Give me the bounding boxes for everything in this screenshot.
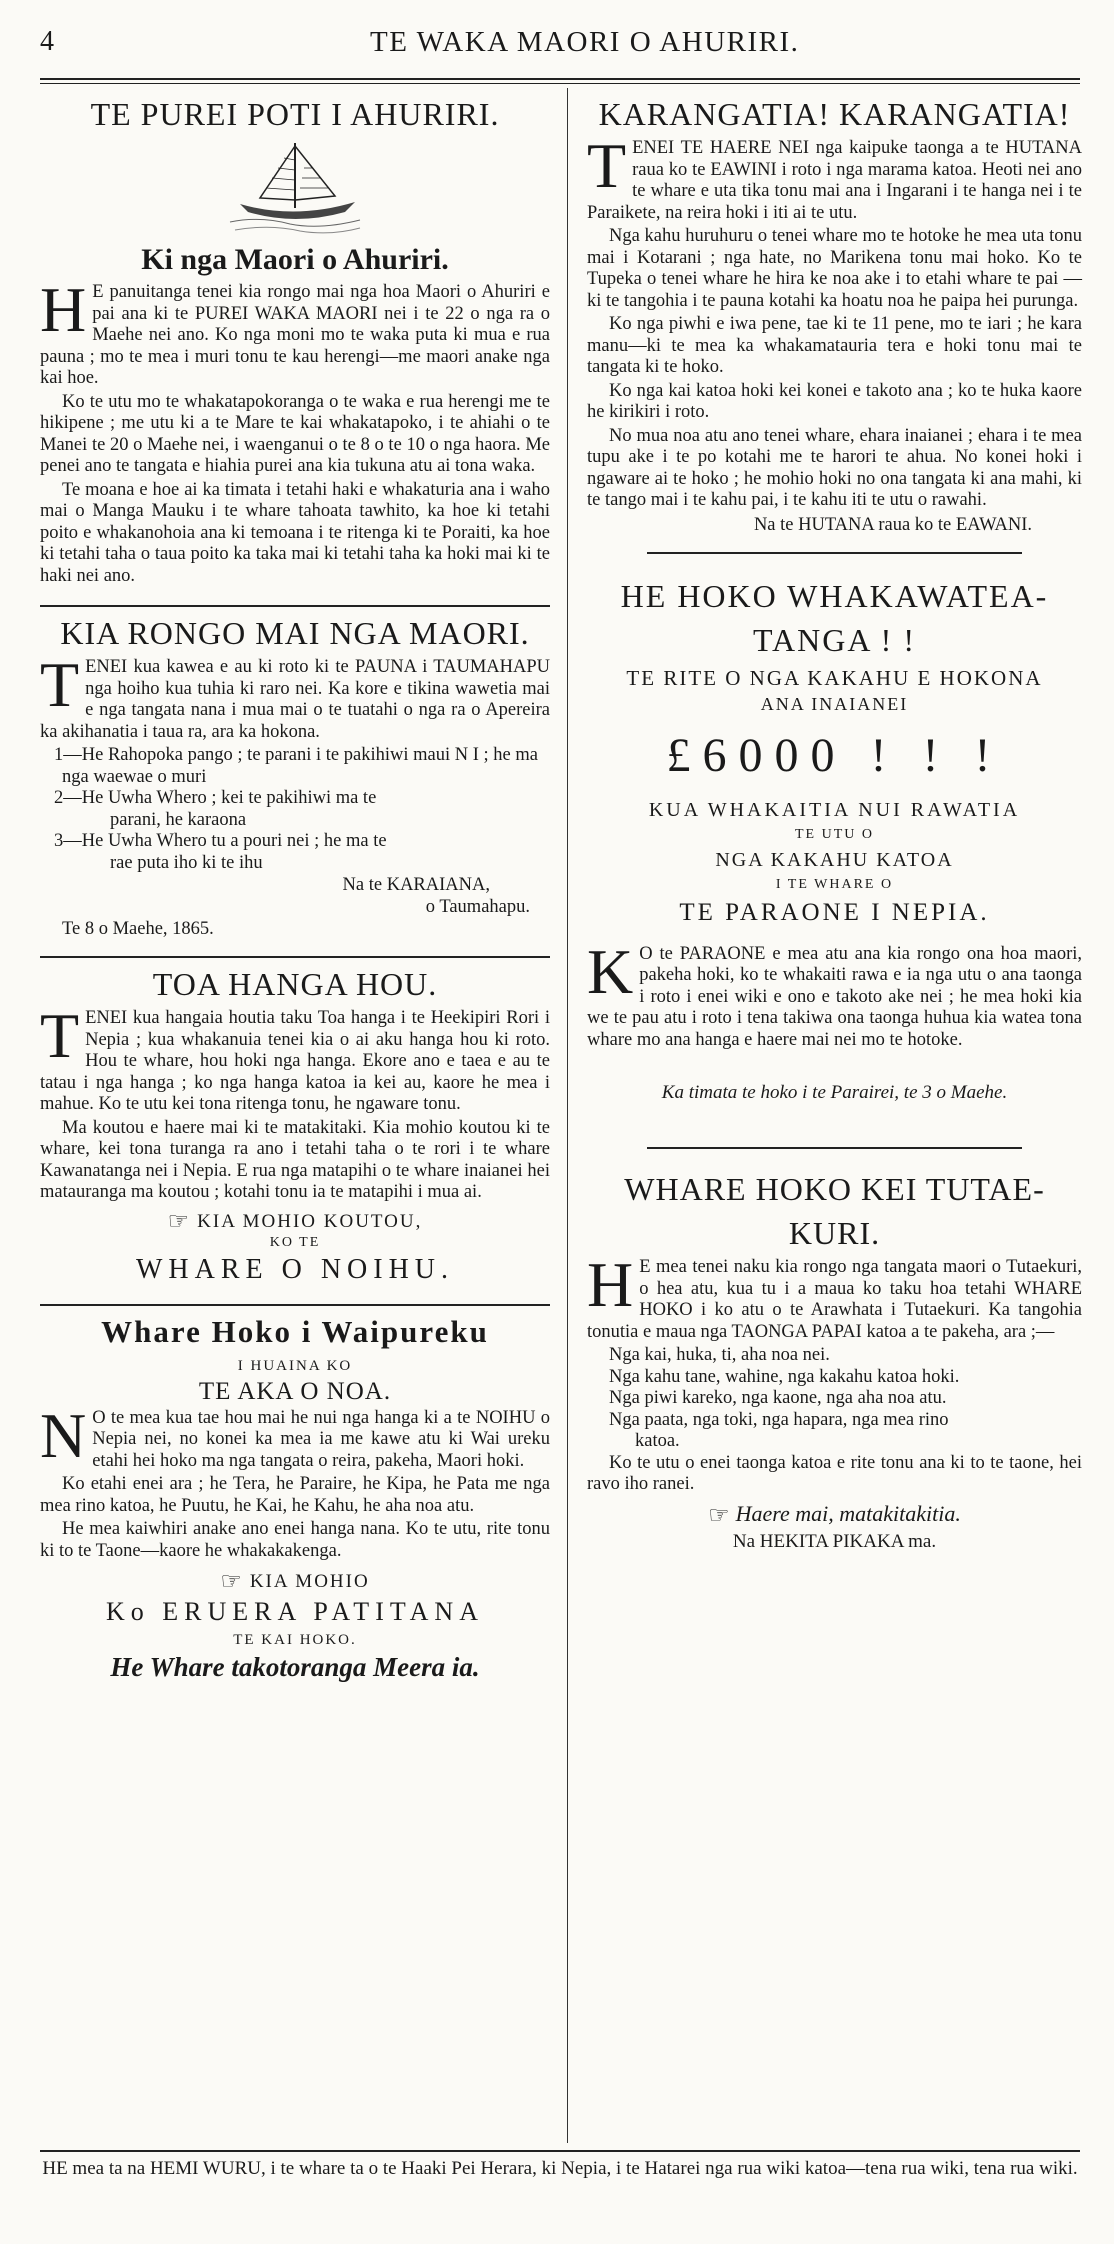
paragraph: Ma koutou e haere mai ki te matakitaki. Kia mohio koutou ki te whare, kei tona turanga ra ano i tetahi taha o te rori i te whare Kawanatanga nei i Nepia. E rua nga matapihi o te whare inaianei hei matauranga ma koutou ; kotahi tonu ia te matapihi i mua ai. (40, 1117, 550, 1202)
list-item (40, 831, 550, 874)
article-horses-notice (40, 609, 550, 948)
signature-name: Na HEKITA PIKAKA ma. (732, 1530, 937, 1552)
signature-name: Na te HUTANA raua ko te EAWANI. (753, 514, 1032, 535)
notice-line: ☞ KIA MOHIO (220, 1569, 370, 1595)
notice-line: ANA INAIANEI (760, 693, 909, 714)
notice-date: Te 8 o Maehe, 1865. (62, 919, 214, 939)
article-waipureku-store (40, 1308, 550, 1693)
page-header (40, 22, 1080, 62)
article-title: KARANGATIA! KARANGATIA! (598, 96, 1071, 132)
article-separator (40, 605, 550, 607)
notice-line: I TE WHARE O (775, 876, 894, 892)
article-title: Whare Hoko i Waipureku (101, 1313, 489, 1349)
article-title-cont: TANGA ! ! (753, 621, 916, 658)
article-boat-race (40, 90, 550, 597)
list-item: Nga kai, huka, ti, aha noa nei. (609, 1345, 830, 1365)
store-name: WHARE O NOIHU. (135, 1253, 455, 1285)
list-item: 1—He Rahopoka pango ; te parani i te pakihiwi maui N I ; he ma nga waewae o muri (54, 745, 538, 787)
pointing-hand-icon: ☞ (708, 1502, 730, 1529)
paragraph: Ko nga kai katoa hoki kei konei e takoto ana ; ko te huka kaore he kirikiri i roto. (587, 380, 1082, 422)
notice-line: KUA WHAKAITIA NUI RAWATIA (648, 798, 1021, 821)
paragraph: HE mea tenei naku kia rongo nga tangata maori o Tutaekuri, o hea atu, kua tu i a maua ko taku hoa tetahi WHARE HOKO i ko atu o te Arawhata i Tutaekuri. Ka tangohia tonutia e maua nga TAONGA PAPAI katoa a te pakeha, ara ;— (587, 1249, 1082, 1342)
list-item-continuation: katoa. (635, 1431, 680, 1451)
notice-line: NGA KAKAHU KATOA (715, 848, 954, 871)
right-column (587, 90, 1082, 1562)
article-new-store (40, 960, 550, 1296)
store-name: TE AKA O NOA. (198, 1377, 392, 1405)
paragraph: Te moana e hoe ai ka timata i tetahi haki e whakaturia ana i waho mai o Manga Mauku i te whare tahoata tawhito, ka hoe ki tetahi poito e whakanohoia ana ki temoana i te ritenga ki te Poraiti, ka hoe ki tetahi taha o taua poito ka taka mai ki tetahi taha ka hoki mai ki te haki nei ano. (40, 479, 550, 586)
paragraph: HE panuitanga tenei kia rongo mai nga hoa Maori o Ahuriri e pai ana ki te PUREI WAKA MAORI nei i te 22 o nga ra o Maehe nei ano. Ko nga moni mo te waka puta ki mua e rua pauna ; mo te mea i muri tonu te kau herengi—me maori anake nga kai hoe. (40, 274, 550, 388)
notice-line: ☞ KIA MOHIO KOUTOU, (167, 1208, 423, 1235)
paragraph: TENEI TE HAERE NEI nga kaipuke taonga a te HUTANA raua ko te EAWINI i roto i nga marama katoa. Heoti nei ano te whare e uta tika tonu mai ana i Ingarani i te hanga nei i te Paraikete, na reira hoki i iti ai te utu. (587, 130, 1082, 223)
header-rule (40, 78, 1080, 80)
list-item: Nga piwi kareko, nga kaone, nga aha noa atu. (609, 1388, 947, 1408)
paragraph: NO te mea kua tae hou mai he nui nga hanga ki a te NOIHU o Nepia nei, no konei ka mea ia me kawe atu ki Wai ureku etahi hei hoko ma nga tangata o reira, pakeha, Maori hoki. (40, 1399, 550, 1471)
paragraph: Ko etahi enei ara ; he Tera, he Paraire, he Kipa, he Pata me nga mea rino katoa, he Puutu, he Kai, he Kahu, he aha noa atu. (40, 1474, 550, 1516)
paragraph: Nga kahu huruhuru o tenei whare mo te hotoke he mea uta tonu mai i Kotarani ; nga hate, no Marikena tonu mai hoko. Ko te Tupeka o tenei whare he hira ke noa ake i to etahi whare te pai —ki te tangohia i te pauna kotahi ka hoatu noa he paipa hei purunga. (587, 226, 1082, 311)
article-karangatia (587, 90, 1082, 544)
sale-date-note: Ka timata te hoko i te Parairei, te 3 o Maehe. (661, 1082, 1008, 1103)
article-separator (647, 1147, 1022, 1149)
list-item-continuation: rae puta iho ki te ihu (110, 852, 263, 873)
article-tutaekuri-store (587, 1151, 1082, 1562)
list-item (40, 788, 550, 831)
article-title: TOA HANGA HOU. (152, 966, 438, 1002)
store-name: TE PARAONE I NEPIA. (679, 898, 990, 926)
article-title: HE HOKO WHAKAWATEA- (620, 577, 1049, 614)
notice-line: ☞ Haere mai, matakitakitia. (708, 1500, 961, 1529)
paragraph: TENEI kua kawea e au ki roto ki te PAUNA i TAUMAHAPU nga hoiho kua tuhia ki raro nei. Ka kore e tikina wawetia mai e nga tangata nana i mua mai o te tuatahi o nga ra o Apereira ka akihanatia i taua ra, ara ka hokona. (40, 649, 550, 742)
list-item: Nga paata, nga toki, nga hapara, nga mea rino (609, 1409, 949, 1430)
owner-name: Ko ERUERA PATITANA (106, 1597, 484, 1626)
article-title: TE PUREI POTI I AHURIRI. (90, 96, 500, 132)
printer-imprint: HE mea ta na HEMI WURU, i te whare ta o te Haaki Pei Herara, ki Nepia, i te Hatarei nga rua wiki katoa—tena rua wiki, tena rua wiki. (40, 2150, 1080, 2180)
sailing-canoe-icon (220, 138, 370, 238)
paragraph: Ko te utu mo te whakatapokoranga o te waka e rua herengi me te hikipene ; me utu ki a te Mare te kai whakatapoko, i te ahiahi o te Manei te 20 o Maehe nei, i waenganui o te 8 o te 10 o nga haora. Me penei ano te tangata e hiahia purei ana kia tukuna atu ai tona waka. (40, 391, 550, 476)
page-number: 4 (40, 26, 54, 57)
notice-line: TE UTU O (795, 826, 874, 842)
article-title: WHARE HOKO KEI TUTAE- (624, 1171, 1045, 1207)
signature-place: o Taumahapu. (425, 897, 530, 917)
paragraph: TENEI kua hangaia houtia taku Toa hanga i te Heekipiri Rori i Nepia ; kua whakanuia tenei kia o ai aku hanga hou ki roto. Hou te whare, hou hoki nga hanga. Ekore ano e taea e au te tatau i nga hanga ; ko nga hanga katoa ia kei au, kaore he mea i mahue. Ko te utu kei tona ritenga tonu, he ngaware tonu. (40, 1000, 550, 1114)
article-title: KIA RONGO MAI NGA MAORI. (60, 615, 530, 651)
notice-line: I HUAINA KO (237, 1357, 353, 1374)
notice-line: KO TE (269, 1234, 321, 1250)
article-title-cont: KURI. (788, 1215, 881, 1251)
list-item-text: 2—He Uwha Whero ; kei te pakihiwi ma te (54, 788, 377, 808)
pointing-hand-icon: ☞ (167, 1208, 192, 1235)
masthead-title: TE WAKA MAORI O AHURIRI. (370, 26, 800, 58)
list-item-text: 3—He Uwha Whero tu a pouri nei ; he ma te (54, 831, 387, 851)
paragraph: No mua noa atu ano tenei whare, ehara inaianei ; ehara i te mea tupu ake i te po kotahi me te harori te ahua. No konei hoki i ngaware ai te hoko ; he mohio hoki no ona tangata ki ana mahi, ki te tango mai i te kahu pai, i te kahu iti te utu o rawahi. (587, 425, 1082, 510)
article-separator (40, 1304, 550, 1306)
list-item: Nga kahu tane, wahine, nga kakahu katoa hoki. (609, 1366, 960, 1387)
paragraph: Ko nga piwhi e iwa pene, tae ki te 11 pene, mo te iari ; he kara manu—ki te mea ka whakamatauria tera e hoki tonu mai te tangata ki te hoko. (587, 314, 1082, 377)
list-item-continuation: parani, he karaona (110, 809, 247, 830)
tagline: He Whare takotoranga Meera ia. (110, 1652, 480, 1682)
article-clearance-sale (587, 556, 1082, 1114)
article-subtitle: Ki nga Maori o Ahuriri. (141, 243, 449, 276)
column-divider (567, 88, 568, 2143)
paragraph: KO te PARAONE e mea atu ana kia rongo ona hoa maori, pakeha hoki, ko te whakaiti rawa e ia nga utu o ana taonga i roto i enei wiki e ono e takoto ake nei ; he mea hoki kia we te pau atu i roto i tena takiwa ona taonga huhua kia watea tona whare mo ana hanga e haere mai nei mo te hotoke. (587, 935, 1082, 1050)
price-amount: £6000 ! ! ! (666, 728, 1003, 782)
paragraph: He mea kaiwhiri anake ano enei hanga nana. Ko te utu, rite tonu ki to te Taone—kaore he whakakakenga. (40, 1519, 550, 1561)
article-separator (647, 552, 1022, 554)
signature-name: Na te KARAIANA, (342, 875, 490, 895)
header-rule-thin (40, 83, 1080, 84)
left-column (40, 90, 550, 1692)
article-separator (40, 956, 550, 958)
pointing-hand-icon: ☞ (220, 1569, 244, 1595)
notice-line: TE KAI HOKO. (233, 1632, 357, 1648)
paragraph: Ko te utu o enei taonga katoa e rite tonu ana ki to te taone, hei ravo iho ranei. (587, 1452, 1082, 1494)
notice-line: TE RITE O NGA KAKAHU E HOKONA (626, 665, 1043, 690)
